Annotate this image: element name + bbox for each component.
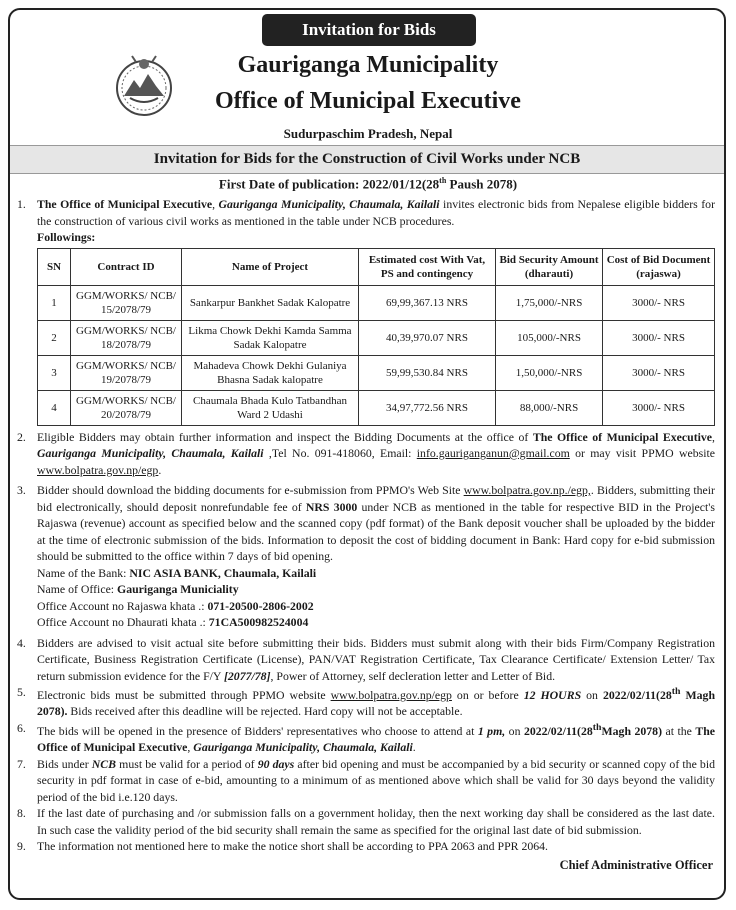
notice-tag: Invitation for Bids bbox=[262, 14, 476, 46]
rajaswa-account: Office Account no Rajaswa khata .: 071-20500-2806-2002 bbox=[37, 598, 314, 613]
clause-4: 4. Bidders are advised to visit actual site before submitting their bids. Bidders must submit along with their bids Firm/Company Registration Certificate, Business Registration Certificate (License), PAN/VAT Registration Certificate, Tax Clearance Certificate/ Extension Letter/ Tax return submission evidence for the F/Y [2077/78], Power of Attorney, self decleration letter and Letter of Bid. bbox=[17, 635, 715, 683]
notice-body bbox=[17, 196, 715, 873]
office-name-account: Name of Office: Gauriganga Municiality bbox=[37, 582, 239, 596]
col-contract-id: Contract ID bbox=[71, 248, 182, 285]
clause-5: 5. Electronic bids must be submitted through PPMO website www.bolpatra.gov.np/egp on or before 12 HOURS on 2022/02/11(28th Magh 2078). Bids received after this deadline will be rejected. Hard copy will not be acceptable. bbox=[17, 685, 716, 719]
clause-2: 2. Eligible Bidders may obtain further information and inspect the Bidding Documents at the office of The Office of Municipal Executive, Gauriganga Municipality, Chaumala, Kailali ,Tel No. 091-418060, Email: info.gauriganganun@gmail.com or may visit PPMO website www.bolpatra.gov.np/egp. bbox=[17, 429, 715, 477]
col-document-cost: Cost of Bid Document (rajaswa) bbox=[603, 248, 715, 285]
bank-name: Name of the Bank: NIC ASIA BANK, Chaumala, Kailali bbox=[37, 565, 317, 580]
office-name: Office of Municipal Executive bbox=[215, 88, 521, 114]
col-estimated-cost: Estimated cost With Vat, PS and contingency bbox=[359, 248, 496, 285]
clause-6: 6. The bids will be opened in the presence of Bidders' representatives who choose to attend at 1 pm, on 2022/02/11(28thMagh 2078) at the The Office of Municipal Executive, Gauriganga Municipality, Chaumala, Kailali. bbox=[17, 720, 715, 755]
clause-7: 7. Bids under NCB must be valid for a period of 90 days after bid opening and must be accompanied by a bid security or scanned copy of the bid security in pdf format in case of e-bid, amounting to a minimum of as mentioned above which shall be valid for 30 days beyond the validity period of the bid i.e.120 days. bbox=[17, 756, 716, 804]
clause-3: 3. Bidder should download the bidding documents for e-submission from PPMO's Web Site www.bolpatra.gov.np./egp,. Bidders, submitting their bid electronically, should deposit nonrefundable fee of NRS 3000 under NCB as mentioned in the table for respective BID in the Project's Rajaswa (revenue) account as specified below and the scanned copy (pdf format) of the Bank deposit voucher shall be uploaded by the bidder at the time of electronic submission of the bids. Information to deposit the cost of bidding document in Bank: Hard copy for e-bid submission should be submitted to the office within 7 days of bid opening. Name of the Bank: NIC ASIA BANK, Chaumala, Kailali Name of Office: Gauriganga Municiality Office Account no Rajaswa khata .: 071-20500-2806-2002 Office Account no Dhaurati khata .: 71CA500982524004 bbox=[17, 483, 715, 629]
ppmo-submission-link[interactable]: www.bolpatra.gov.np/egp bbox=[330, 687, 452, 702]
table-row: 2 GGM/WORKS/ NCB/ 18/2078/79 Likma Chowk Dekhi Kamda Samma Sadak Kalopatre 40,39,970.07 NRS 105,000/-NRS 3000/- NRS bbox=[38, 320, 715, 355]
publication-date: First Date of publication: 2022/01/12(28th Paush 2078) bbox=[218, 176, 518, 192]
ppmo-website-link[interactable]: www.bolpatra.gov.np/egp bbox=[37, 462, 159, 477]
province-name: Sudurpaschim Pradesh, Nepal bbox=[283, 126, 453, 141]
dharauti-account: Office Account no Dhaurati khata .: 71CA500982524004 bbox=[37, 615, 309, 629]
clause-1: 1. The Office of Municipal Executive, Gauriganga Municipality, Chaumala, Kailali invites electronic bids from Nepalese eligible bidders for the construction of various civil works as mentioned in the table under NCB procedures. bbox=[17, 197, 715, 228]
table-row: 1 GGM/WORKS/ NCB/ 15/2078/79 Sankarpur Bankhet Sadak Kalopatre 69,99,367.13 NRS 1,75,000/-NRS 3000/- NRS bbox=[38, 285, 715, 320]
email-link[interactable]: info.gauriganganun@gmail.com bbox=[416, 446, 570, 460]
table-row: 4 GGM/WORKS/ NCB/ 20/2078/79 Chaumala Bhada Kulo Tatbandhan Ward 2 Udashi 34,97,772.56 NRS 88,000/-NRS 3000/- NRS bbox=[38, 390, 715, 425]
table-row: 3 GGM/WORKS/ NCB/ 19/2078/79 Mahadeva Chowk Dekhi Gulaniya Bhasna Sadak kalopatre 59,99,530.84 NRS 1,50,000/-NRS 3000/- NRS bbox=[38, 355, 715, 390]
followings-label: Followings: bbox=[37, 230, 96, 244]
signature: Chief Administrative Officer bbox=[559, 857, 713, 872]
col-bid-security: Bid Security Amount (dharauti) bbox=[496, 248, 603, 285]
col-sn: SN bbox=[38, 248, 71, 285]
table-header-row bbox=[38, 248, 715, 285]
ppmo-egp-link[interactable]: www.bolpatra.gov.np./egp, bbox=[463, 483, 591, 497]
notice-title: Invitation for Bids for the Construction of Civil Works under NCB bbox=[10, 145, 724, 174]
bid-table bbox=[37, 248, 715, 426]
col-project-name: Name of Project bbox=[182, 248, 359, 285]
clause-8: 8. If the last date of purchasing and /or submission falls on a government holiday, then the next working day shall be considered as the last date. In such case the validity period of the bid security shall remain the same as specified for the original last date of bid submission. bbox=[17, 806, 715, 837]
clause-9: 9. The information not mentioned here to make the notice short shall be according to PPA 2063 and PPR 2064. bbox=[17, 839, 549, 854]
municipality-name: Gauriganga Municipality bbox=[237, 52, 499, 78]
